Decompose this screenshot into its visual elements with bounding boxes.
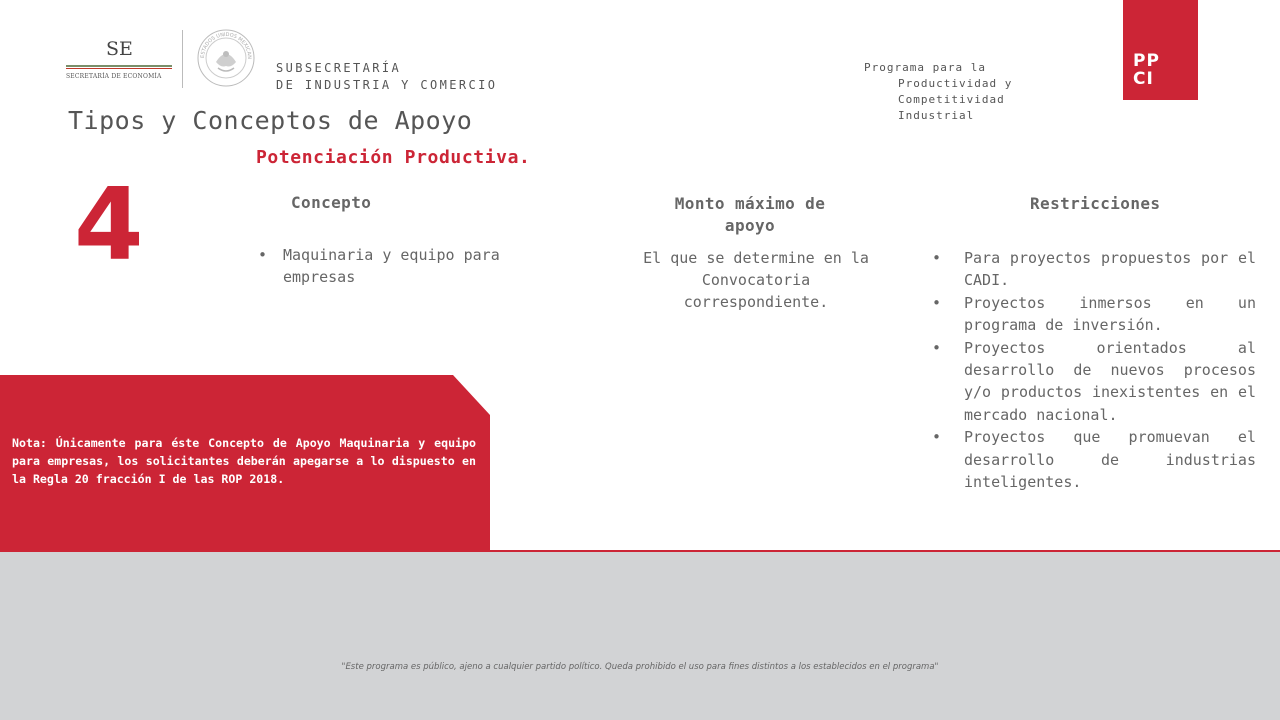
restriccion-item: • Proyectos orientados al desarrollo de nuevos procesos y/o productos inexistentes en el mercado nacional. xyxy=(930,337,1256,427)
logo-divider xyxy=(182,30,183,88)
programa-line-2: Productividad y xyxy=(898,77,1013,90)
concepto-list xyxy=(258,244,568,288)
se-logo xyxy=(64,36,174,86)
restricciones-list xyxy=(930,247,1256,493)
page-title: Tipos y Conceptos de Apoyo xyxy=(68,106,473,135)
section-number: 4 xyxy=(74,166,144,283)
footer-disclaimer: "Este programa es público, ajeno a cualquier partido político. Queda prohibido el uso para fines distintos a los establecidos en el programa" xyxy=(341,662,939,672)
monto-text: El que se determine en la Convocatoria correspondiente. xyxy=(643,249,869,311)
restricciones-header: Restricciones xyxy=(1030,194,1161,213)
se-logo-line-red xyxy=(66,68,172,69)
monto-header: Monto máximo de apoyo xyxy=(674,194,826,235)
coat-of-arms-icon xyxy=(196,28,256,88)
programa-line-1: Programa para la xyxy=(864,61,986,74)
restriccion-item: • Proyectos inmersos en un programa de inversión. xyxy=(930,292,1256,337)
restriccion-item: • Proyectos que promuevan el desarrollo de industrias inteligentes. xyxy=(930,426,1256,493)
programa-line-4: Industrial xyxy=(898,109,975,122)
section-subtitle: Potenciación Productiva. xyxy=(256,147,531,168)
se-logo-text: SE xyxy=(106,38,133,60)
seal-text: ESTADOS UNIDOS MEXICAN xyxy=(199,31,253,60)
programa-line-3: Competitividad xyxy=(898,93,1005,106)
note-text: Nota: Únicamente para éste Concepto de Apoyo Maquinaria y equipo para empresas, los solicitantes deberán apegarse a lo dispuesto en la Regla 20 fracción I de las ROP 2018. xyxy=(12,436,476,486)
ppci-badge xyxy=(1123,0,1198,100)
se-logo-line-green xyxy=(66,65,172,67)
restriccion-item: • Para proyectos propuestos por el CADI. xyxy=(930,247,1256,292)
programa-label xyxy=(864,60,1012,124)
footer xyxy=(0,552,1280,720)
se-logo-subtitle: SECRETARÍA DE ECONOMÍA xyxy=(66,73,162,80)
ppci-badge-text: PP CI xyxy=(1133,51,1160,89)
subsecretaria-label: SUBSECRETARÍA DE INDUSTRIA Y COMERCIO xyxy=(276,61,498,92)
concepto-item: • Maquinaria y equipo para empresas xyxy=(258,244,568,288)
concepto-header: Concepto xyxy=(291,193,372,212)
